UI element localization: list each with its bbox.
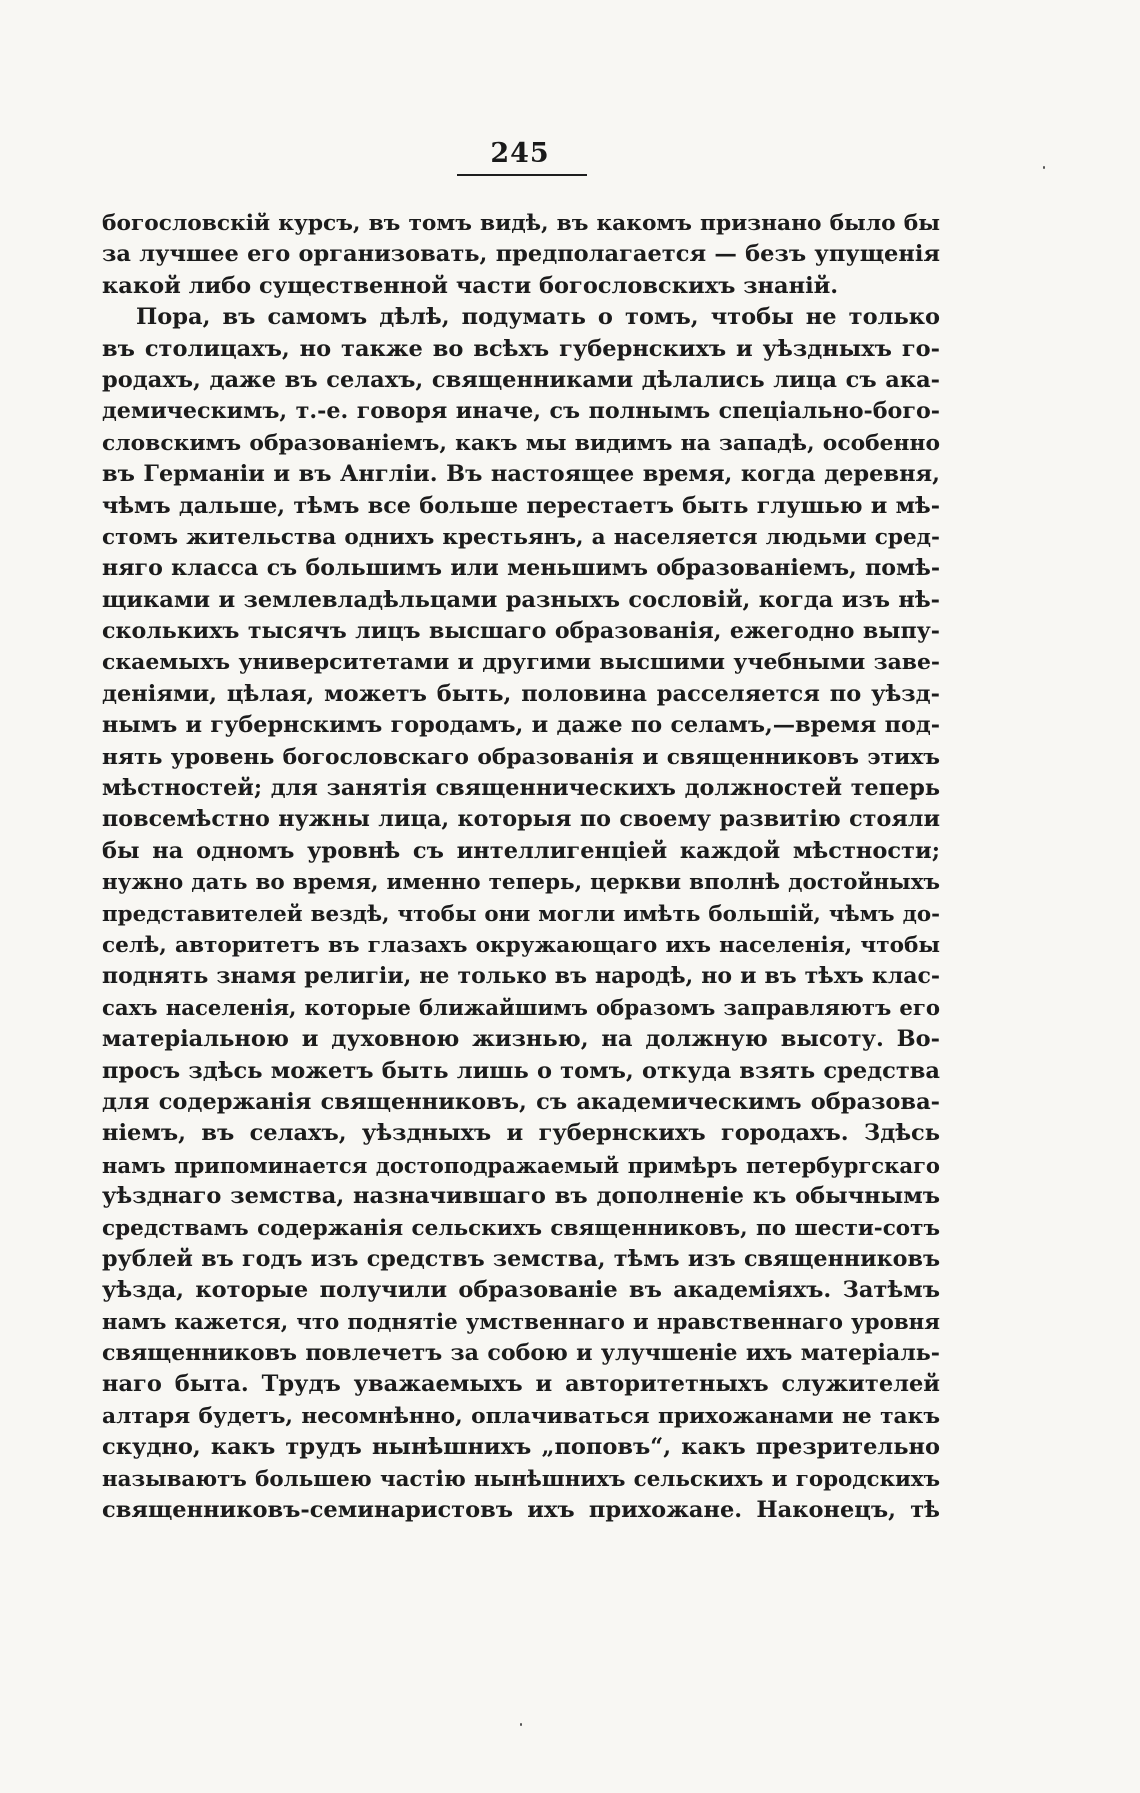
text-line: повсемѣстно нужны лица, которыя по своему развитію стояли xyxy=(102,806,940,833)
text-line: словскимъ образованіемъ, какъ мы видимъ на западѣ, особенно xyxy=(102,430,940,456)
text-line: какой либо существенной части богословскихъ знаній. xyxy=(102,272,839,299)
text-line: сколькихъ тысячъ лицъ высшаго образованія, ежегодно выпу- xyxy=(102,618,940,645)
text-line: родахъ, даже въ селахъ, священниками дѣлались лица съ ака- xyxy=(102,366,940,393)
text-line: для содержанія священниковъ, съ академическимъ образова- xyxy=(102,1088,940,1115)
text-line: въ Германіи и въ Англіи. Въ настоящее время, когда деревня, xyxy=(102,461,940,488)
text-line: демическимъ, т.-е. говоря иначе, съ полнымъ спеціально-бого- xyxy=(102,398,940,425)
text-line: богословскій курсъ, въ томъ видѣ, въ какомъ признано было бы xyxy=(102,211,940,236)
page-number: 245 xyxy=(490,138,550,169)
text-line: намъ кажется, что поднятіе умственнаго и нравственнаго уровня xyxy=(102,1309,940,1335)
paper-speck xyxy=(520,1723,522,1726)
text-line: деніями, цѣлая, можетъ быть, половина расселяется по уѣзд- xyxy=(102,680,940,707)
text-line: намъ припоминается достоподражаемый примѣръ петербургскаго xyxy=(102,1152,940,1178)
text-line: скаемыхъ университетами и другими высшими учебными заве- xyxy=(102,649,940,676)
text-line: чѣмъ дальше, тѣмъ все больше перестаетъ быть глушью и мѣ- xyxy=(102,492,940,519)
text-line: нять уровень богословскаго образованія и священниковъ этихъ xyxy=(102,744,940,770)
text-line: рублей въ годъ изъ средствъ земства, тѣмъ изъ священниковъ xyxy=(102,1245,940,1272)
text-line: ніемъ, въ селахъ, уѣздныхъ и губернскихъ городахъ. Здѣсь xyxy=(102,1120,940,1147)
text-line: средствамъ содержанія сельскихъ священниковъ, по шести-сотъ xyxy=(102,1215,940,1241)
header-rule xyxy=(457,174,587,176)
text-line: въ столицахъ, но также во всѣхъ губернскихъ и уѣздныхъ го- xyxy=(102,335,940,362)
body-text xyxy=(102,208,940,1526)
text-line: мѣстностей; для занятія священническихъ должностей теперь xyxy=(102,775,940,802)
text-line: уѣзда, которые получили образованіе въ академіяхъ. Затѣмъ xyxy=(102,1277,940,1304)
text-line: скудно, какъ трудъ нынѣшнихъ „поповъ“, какъ презрительно xyxy=(102,1434,940,1461)
text-line: за лучшее его организовать, предполагается — безъ упущенія xyxy=(102,241,940,268)
text-line: называютъ большею частію нынѣшнихъ сельскихъ и городскихъ xyxy=(102,1466,940,1492)
text-line: матеріальною и духовною жизнью, на должную высоту. Во- xyxy=(102,1026,940,1053)
text-line: бы на одномъ уровнѣ съ интеллигенціей каждой мѣстности; xyxy=(102,837,940,864)
text-line: стомъ жительства однихъ крестьянъ, а населяется людьми сред- xyxy=(102,524,940,550)
paper-speck xyxy=(1043,166,1045,169)
text-line: поднять знамя религіи, не только въ народѣ, но и въ тѣхъ клас- xyxy=(102,963,940,990)
text-line: щиками и землевладѣльцами разныхъ сословій, когда изъ нѣ- xyxy=(102,586,940,613)
text-line: нужно дать во время, именно теперь, церкви вполнѣ достойныхъ xyxy=(102,870,940,896)
text-line: просъ здѣсь можетъ быть лишь о томъ, откуда взять средства xyxy=(102,1057,940,1084)
text-line: наго быта. Трудъ уважаемыхъ и авторитетныхъ служителей xyxy=(102,1371,940,1398)
paragraph-start-line: Пора, въ самомъ дѣлѣ, подумать о томъ, чтобы не только xyxy=(136,304,940,331)
text-line: селѣ, авторитетъ въ глазахъ окружающаго ихъ населенія, чтобы xyxy=(102,932,940,958)
text-line: священниковъ-семинаристовъ ихъ прихожане. Наконецъ, тѣ xyxy=(102,1497,940,1524)
text-line: уѣзднаго земства, назначившаго въ дополненіе къ обычнымъ xyxy=(102,1183,940,1210)
text-line: алтаря будетъ, несомнѣнно, оплачиваться прихожанами не такъ xyxy=(102,1403,940,1429)
text-line: священниковъ повлечетъ за собою и улучшеніе ихъ матеріаль- xyxy=(102,1340,940,1367)
text-line: сахъ населенія, которые ближайшимъ образомъ заправляютъ его xyxy=(102,995,940,1021)
text-line: представителей вездѣ, чтобы они могли имѣть большій, чѣмъ до- xyxy=(102,901,940,927)
text-line: няго класса съ большимъ или меньшимъ образованіемъ, помѣ- xyxy=(102,555,940,582)
text-line: нымъ и губернскимъ городамъ, и даже по селамъ,—время под- xyxy=(102,712,940,739)
